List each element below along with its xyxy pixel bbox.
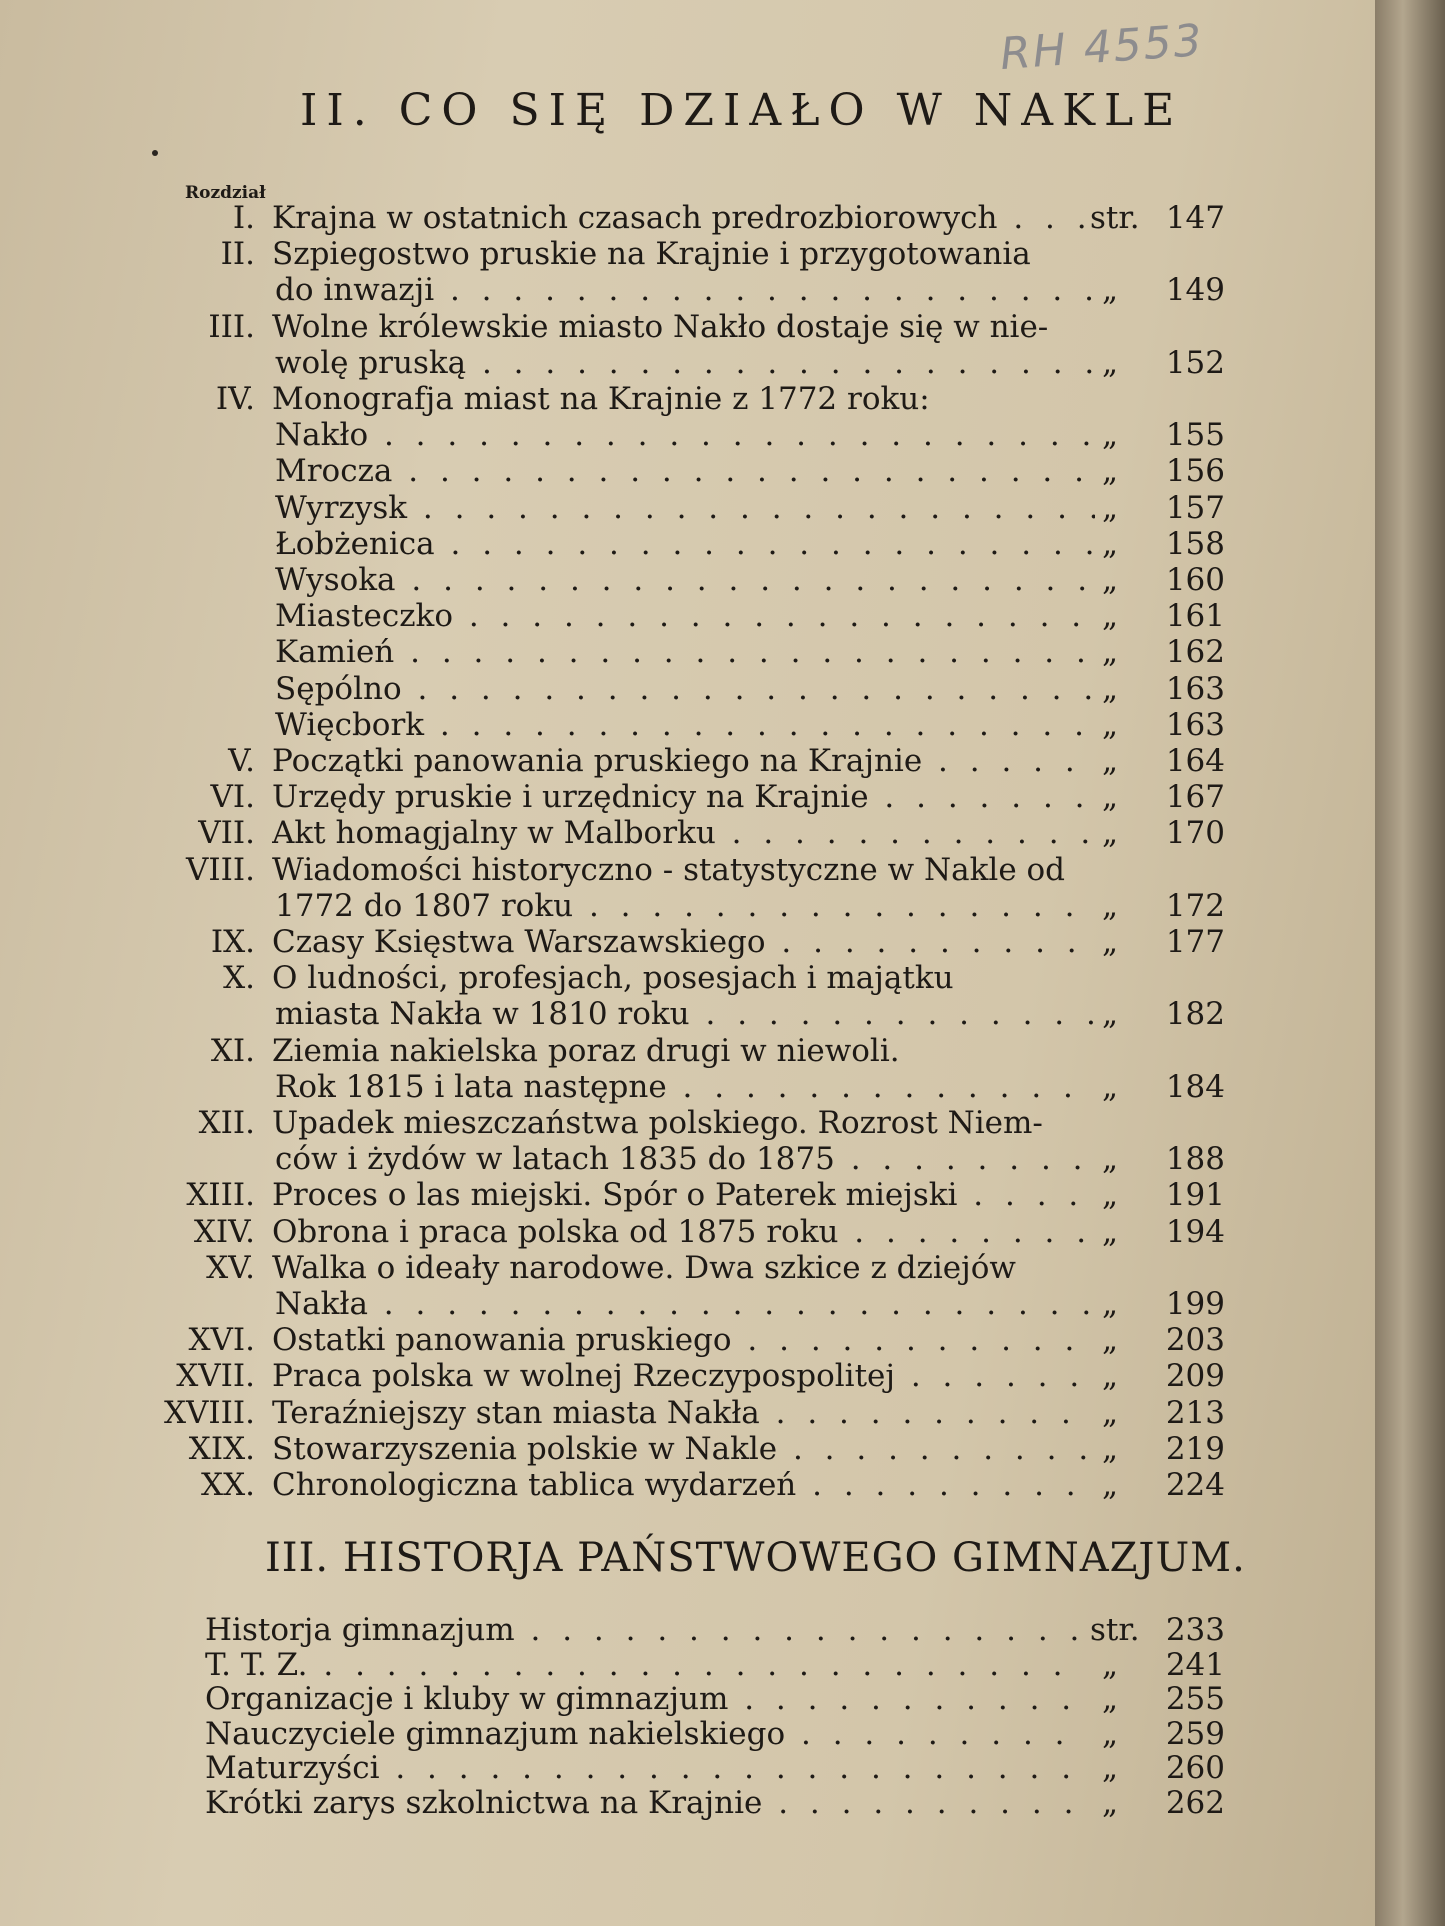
chapter-title: Początki panowania pruskiego na Krajnie . . .: [272, 743, 1092, 779]
page-prefix: „: [1101, 490, 1119, 526]
chapter-title: Walka o ideały narodowe. Dwa szkice z dziejów: [272, 1250, 1016, 1286]
chapter-title: Proces o las miejski. Spór o Paterek miejski . . .: [272, 1177, 1092, 1213]
toc-row: [0, 381, 1375, 417]
toc-row: [0, 634, 1375, 670]
page-number: 157: [1165, 490, 1225, 526]
page-number: 147: [1165, 200, 1225, 236]
page-prefix: „: [1101, 272, 1119, 308]
chapter-number: XIII.: [186, 1177, 255, 1213]
chapter-number: IX.: [210, 924, 255, 960]
page-number: 233: [1165, 1612, 1225, 1648]
toc-row: [0, 1286, 1375, 1322]
section3-title: III. HISTORJA PAŃSTWOWEGO GIMNAZJUM.: [265, 1535, 1246, 1581]
toc-row: [0, 1069, 1375, 1105]
page-number: 255: [1165, 1681, 1225, 1717]
page-number: 262: [1165, 1785, 1225, 1821]
chapter-title: Teraźniejszy stan miasta Nakła . . .: [272, 1395, 1092, 1431]
page-prefix: „: [1101, 562, 1119, 598]
ink-dot: [152, 150, 158, 156]
toc-row: [0, 779, 1375, 815]
toc-row: [0, 1785, 1375, 1821]
toc-row: [0, 1322, 1375, 1358]
chapter-number: VI.: [210, 779, 255, 815]
toc-row: [0, 1467, 1375, 1503]
page-prefix: „: [1101, 345, 1119, 381]
toc-row: [0, 1647, 1375, 1683]
toc-row: [0, 1716, 1375, 1752]
chapter-title: wolę pruską . . .: [275, 345, 1095, 381]
toc-row: [0, 417, 1375, 453]
page-number: 161: [1165, 598, 1225, 634]
chapter-number: II.: [220, 236, 255, 272]
page-number: 149: [1165, 272, 1225, 308]
page-number: 172: [1165, 888, 1225, 924]
toc-row: [0, 1612, 1375, 1648]
page-prefix: „: [1101, 634, 1119, 670]
chapter-number: XIV.: [193, 1214, 255, 1250]
page-number: 194: [1165, 1214, 1225, 1250]
chapter-title: Ostatki panowania pruskiego . . .: [272, 1322, 1092, 1358]
page-prefix: „: [1101, 1177, 1119, 1213]
chapter-number: VIII.: [186, 852, 255, 888]
entry-title: Maturzyści . . .: [205, 1750, 1085, 1786]
page-prefix: „: [1101, 924, 1119, 960]
chapter-number: I.: [232, 200, 255, 236]
chapter-number: III.: [208, 309, 255, 345]
chapter-title: Krajna w ostatnich czasach predrozbiorowych . . .: [272, 200, 1092, 236]
page-number: 184: [1165, 1069, 1225, 1105]
toc-row: [0, 598, 1375, 634]
page-prefix: „: [1101, 1069, 1119, 1105]
chapter-title: Nakła . . .: [275, 1286, 1095, 1322]
page-prefix: „: [1101, 779, 1119, 815]
page-prefix: „: [1101, 996, 1119, 1032]
page-number: 164: [1165, 743, 1225, 779]
chapter-title: Sępólno . . .: [275, 671, 1095, 707]
chapter-title: Obrona i praca polska od 1875 roku . . .: [272, 1214, 1092, 1250]
page-prefix: „: [1101, 671, 1119, 707]
page-number: 188: [1165, 1141, 1225, 1177]
toc-row: [0, 996, 1375, 1032]
chapter-number: XVI.: [188, 1322, 255, 1358]
page-prefix: „: [1101, 1141, 1119, 1177]
chapter-number: XVII.: [176, 1358, 255, 1394]
page-number: 219: [1165, 1431, 1225, 1467]
section2-title: II. CO SIĘ DZIAŁO W NAKLE: [300, 85, 1184, 136]
page-number: 260: [1165, 1750, 1225, 1786]
toc-row: [0, 526, 1375, 562]
page-number: 167: [1165, 779, 1225, 815]
page-number: 158: [1165, 526, 1225, 562]
entry-title: Nauczyciele gimnazjum nakielskiego . . .: [205, 1716, 1085, 1752]
page-number: 199: [1165, 1286, 1225, 1322]
page-prefix: „: [1101, 1716, 1119, 1752]
chapter-number: IV.: [215, 381, 255, 417]
next-page-edge: [1375, 0, 1445, 1926]
page-prefix: „: [1101, 815, 1119, 851]
entry-title: Krótki zarys szkolnictwa na Krajnie . . .: [205, 1785, 1085, 1821]
toc-row: [0, 743, 1375, 779]
chapter-title: Wyrzysk . . .: [275, 490, 1095, 526]
toc-row: [0, 707, 1375, 743]
chapter-title: ców i żydów w latach 1835 do 1875 . . .: [275, 1141, 1095, 1177]
page-number: 170: [1165, 815, 1225, 851]
toc-row: [0, 490, 1375, 526]
page-prefix: „: [1101, 1647, 1119, 1683]
page-prefix: „: [1101, 526, 1119, 562]
toc-row: [0, 852, 1375, 888]
chapter-number: XX.: [201, 1467, 255, 1503]
toc-row: [0, 200, 1375, 236]
chapter-title: O ludności, profesjach, posesjach i majątku: [272, 960, 954, 996]
chapter-title: Urzędy pruskie i urzędnicy na Krajnie . . .: [272, 779, 1092, 815]
page-prefix: „: [1101, 1750, 1119, 1786]
page-prefix: „: [1101, 1681, 1119, 1717]
chapter-number: X.: [223, 960, 255, 996]
toc-row: [0, 1033, 1375, 1069]
entry-title: T. T. Z. . . .: [205, 1647, 1085, 1683]
page-prefix: „: [1101, 743, 1119, 779]
chapter-title: Wolne królewskie miasto Nakło dostaje się w nie-: [272, 309, 1049, 345]
toc-row: [0, 1177, 1375, 1213]
chapter-title: Upadek mieszczaństwa polskiego. Rozrost Niem-: [272, 1105, 1043, 1141]
chapter-title: Łobżenica . . .: [275, 526, 1095, 562]
toc-row: [0, 1431, 1375, 1467]
chapter-title: 1772 do 1807 roku . . .: [275, 888, 1095, 924]
chapter-title: Ziemia nakielska poraz drugi w niewoli.: [272, 1033, 900, 1069]
page-number: 163: [1165, 707, 1225, 743]
toc-row: [0, 1681, 1375, 1717]
entry-title: Historja gimnazjum . . .: [205, 1612, 1085, 1648]
chapter-title: Wysoka . . .: [275, 562, 1095, 598]
chapter-title: Monografja miast na Krajnie z 1772 roku:: [272, 381, 930, 417]
page-number: 182: [1165, 996, 1225, 1032]
entry-title: Organizacje i kluby w gimnazjum . . .: [205, 1681, 1085, 1717]
toc-row: [0, 236, 1375, 272]
page-prefix: „: [1101, 1431, 1119, 1467]
toc-row: [0, 1105, 1375, 1141]
page-prefix: „: [1101, 888, 1119, 924]
page-number: 155: [1165, 417, 1225, 453]
chapter-number: XV.: [206, 1250, 255, 1286]
chapter-number: XI.: [210, 1033, 255, 1069]
chapter-title: Szpiegostwo pruskie na Krajnie i przygotowania: [272, 236, 1031, 272]
page-prefix: „: [1101, 1214, 1119, 1250]
toc-row: [0, 888, 1375, 924]
toc-row: [0, 1358, 1375, 1394]
page-prefix: „: [1101, 1467, 1119, 1503]
chapter-title: Akt homagjalny w Malborku . . .: [272, 815, 1092, 851]
page-number: 163: [1165, 671, 1225, 707]
page-number: 191: [1165, 1177, 1225, 1213]
page-number: 213: [1165, 1395, 1225, 1431]
toc-row: [0, 1141, 1375, 1177]
chapter-title: Mrocza . . .: [275, 453, 1095, 489]
chapter-title: Wiadomości historyczno - statystyczne w Nakle od: [272, 852, 1066, 888]
chapter-title: Miasteczko . . .: [275, 598, 1095, 634]
toc-row: [0, 562, 1375, 598]
page-prefix: „: [1101, 1395, 1119, 1431]
chapter-number: XII.: [198, 1105, 255, 1141]
column-label: Rozdział: [185, 183, 266, 203]
page-prefix: „: [1101, 417, 1119, 453]
chapter-title: Czasy Księstwa Warszawskiego . . .: [272, 924, 1092, 960]
toc-row: [0, 671, 1375, 707]
chapter-title: Kamień . . .: [275, 634, 1095, 670]
chapter-number: V.: [228, 743, 255, 779]
chapter-title: Rok 1815 i lata następne . . .: [275, 1069, 1095, 1105]
toc-row: [0, 960, 1375, 996]
page-number: 162: [1165, 634, 1225, 670]
page-prefix: „: [1101, 1322, 1119, 1358]
toc-row: [0, 1250, 1375, 1286]
page-prefix: „: [1101, 1785, 1119, 1821]
page-number: 177: [1165, 924, 1225, 960]
toc-row: [0, 345, 1375, 381]
chapter-number: XVIII.: [163, 1395, 255, 1431]
page-prefix: str.: [1090, 200, 1140, 236]
chapter-title: Stowarzyszenia polskie w Nakle . . .: [272, 1431, 1092, 1467]
page-prefix: str.: [1090, 1612, 1140, 1648]
toc-row: [0, 815, 1375, 851]
chapter-title: do inwazji . . .: [275, 272, 1095, 308]
chapter-number: XIX.: [188, 1431, 255, 1467]
chapter-title: Chronologiczna tablica wydarzeń . . .: [272, 1467, 1092, 1503]
toc-row: [0, 1395, 1375, 1431]
toc-row: [0, 272, 1375, 308]
chapter-number: VII.: [198, 815, 255, 851]
page-prefix: „: [1101, 707, 1119, 743]
toc-row: [0, 1214, 1375, 1250]
page-number: 259: [1165, 1716, 1225, 1752]
toc-row: [0, 309, 1375, 345]
chapter-title: Praca polska w wolnej Rzeczypospolitej . . .: [272, 1358, 1092, 1394]
page-number: 241: [1165, 1647, 1225, 1683]
toc-row: [0, 1750, 1375, 1786]
chapter-title: Nakło . . .: [275, 417, 1095, 453]
page-prefix: „: [1101, 453, 1119, 489]
page-number: 224: [1165, 1467, 1225, 1503]
toc-row: [0, 924, 1375, 960]
page-prefix: „: [1101, 598, 1119, 634]
toc-row: [0, 453, 1375, 489]
chapter-title: Więcbork . . .: [275, 707, 1095, 743]
chapter-title: miasta Nakła w 1810 roku . . .: [275, 996, 1095, 1032]
page-prefix: „: [1101, 1358, 1119, 1394]
page-number: 156: [1165, 453, 1225, 489]
handwritten-shelfmark: RH 4553: [998, 14, 1206, 81]
page-number: 203: [1165, 1322, 1225, 1358]
page-number: 209: [1165, 1358, 1225, 1394]
page-number: 160: [1165, 562, 1225, 598]
page-prefix: „: [1101, 1286, 1119, 1322]
page-number: 152: [1165, 345, 1225, 381]
